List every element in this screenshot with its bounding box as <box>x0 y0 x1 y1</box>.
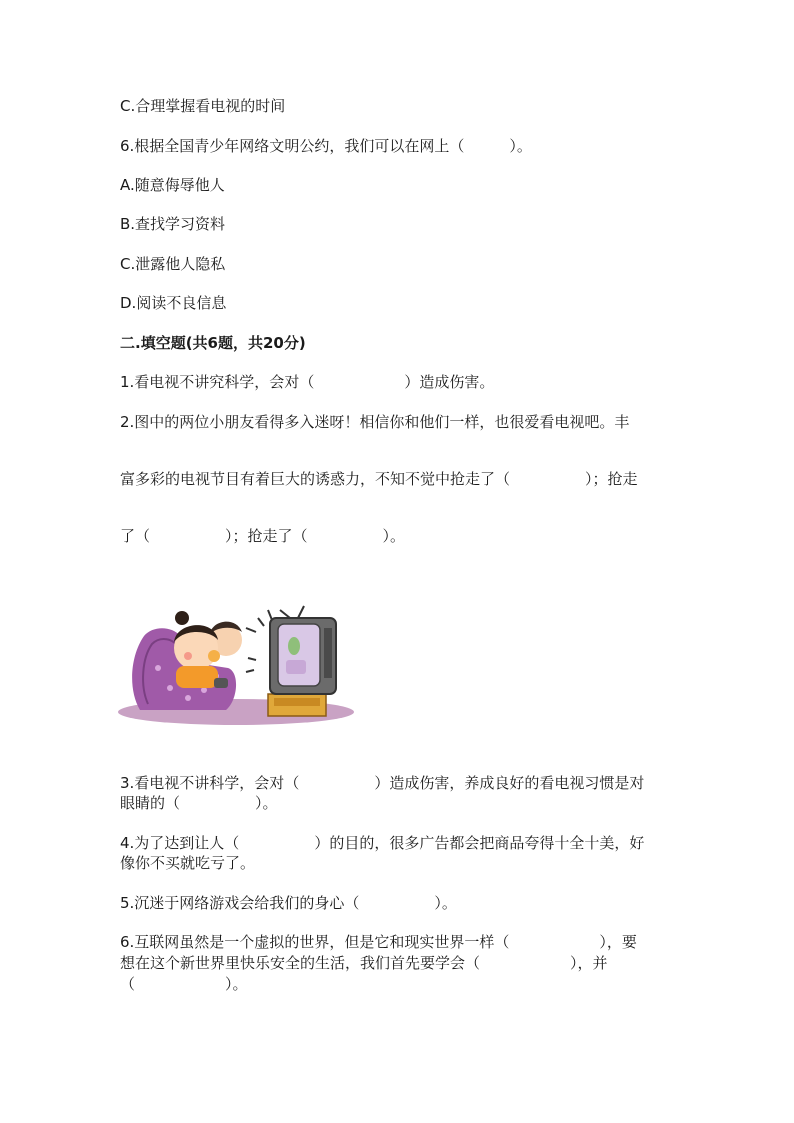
section-title: 二.填空题(共6题，共20分) <box>120 334 306 352</box>
children-watching-tv-icon <box>118 598 363 730</box>
fill-q6-line2: 想在这个新世界里快乐安全的生活，我们首先要学会（ ），并 <box>120 954 608 972</box>
q6-option-b: B.查找学习资料 <box>120 215 226 233</box>
fill-q4-line2: 像你不买就吃亏了。 <box>120 854 256 872</box>
fill-q3-line1: 3.看电视不讲科学，会对（ ）造成伤害，养成良好的看电视习惯是对 <box>120 774 645 792</box>
q6-option-d: D.阅读不良信息 <box>120 294 227 312</box>
fill-q4-line1: 4.为了达到让人（ ）的目的，很多广告都会把商品夸得十全十美，好 <box>120 834 645 852</box>
fill-q5: 5.沉迷于网络游戏会给我们的身心（ ）。 <box>120 894 457 912</box>
fill-q3-line2: 眼睛的（ ）。 <box>120 794 278 812</box>
q6-stem: 6.根据全国青少年网络文明公约，我们可以在网上（ ）。 <box>120 137 532 155</box>
q6-option-a: A.随意侮辱他人 <box>120 176 225 194</box>
fill-q1: 1.看电视不讲究科学，会对（ ）造成伤害。 <box>120 373 495 391</box>
q6-option-c: C.泄露他人隐私 <box>120 255 226 273</box>
fill-q6-line3: （ ）。 <box>120 975 248 993</box>
fill-q6-line1: 6.互联网虽然是一个虚拟的世界，但是它和现实世界一样（ ），要 <box>120 933 637 951</box>
fill-q2-line2: 富多彩的电视节目有着巨大的诱惑力，不知不觉中抢走了（ ）；抢走 <box>120 470 638 488</box>
fill-q2-line1: 2.图中的两位小朋友看得多入迷呀！相信你和他们一样，也很爱看电视吧。丰 <box>120 413 630 431</box>
q5-option-c: C.合理掌握看电视的时间 <box>120 97 286 115</box>
fill-q2-line3: 了（ ）；抢走了（ ）。 <box>120 527 406 545</box>
